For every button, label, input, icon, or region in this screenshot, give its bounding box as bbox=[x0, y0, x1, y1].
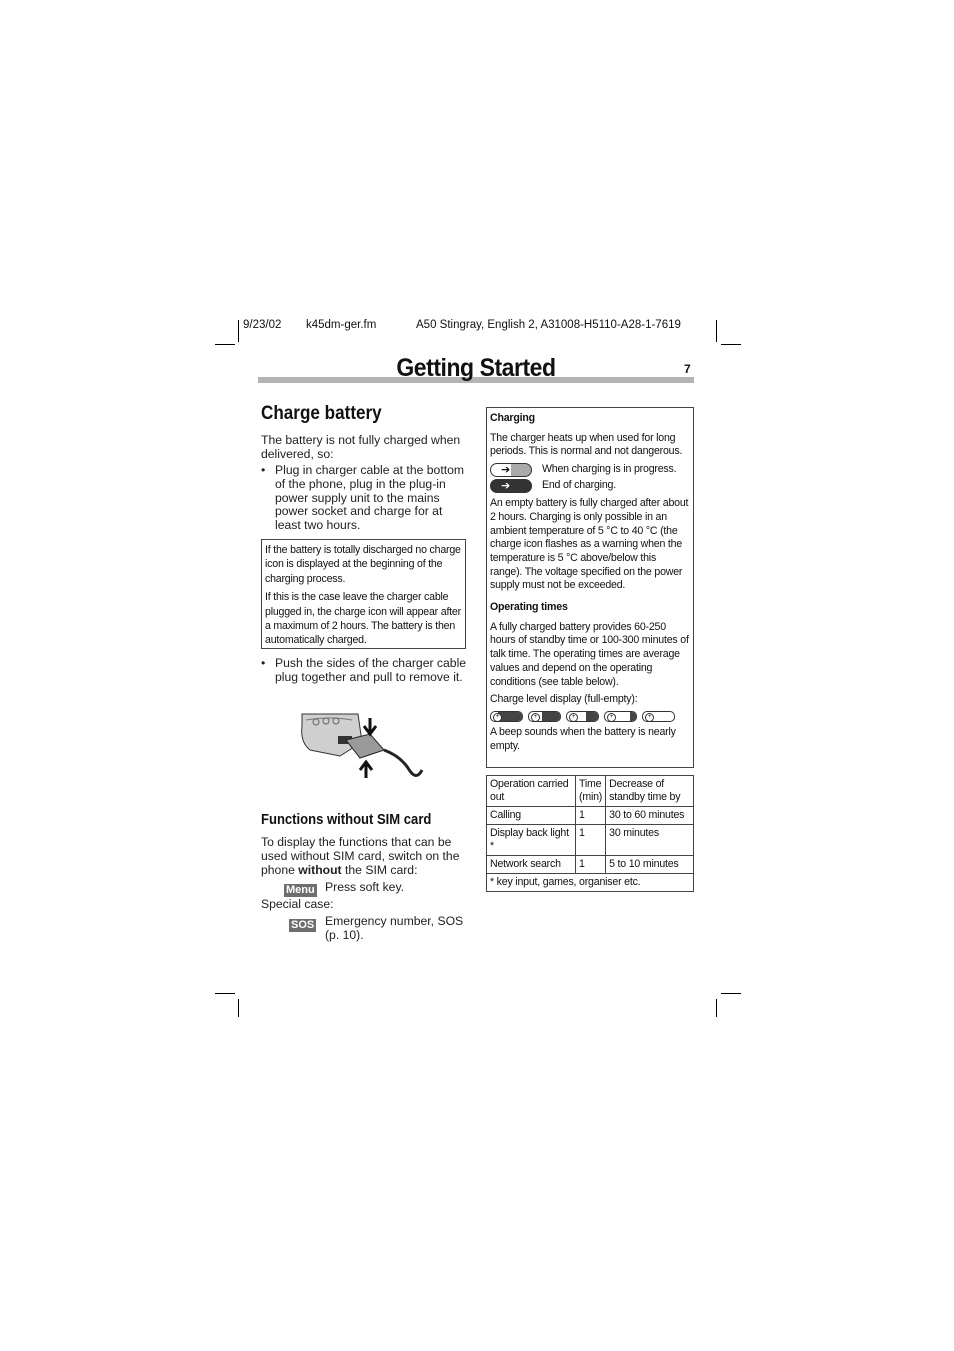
charging-icon-row bbox=[490, 463, 690, 477]
battery-level-icon bbox=[642, 711, 675, 722]
battery-terminal-icon: + bbox=[607, 713, 616, 722]
operating-times-heading: Operating times bbox=[490, 601, 568, 614]
battery-level-fill bbox=[542, 712, 560, 721]
table-footnote: * key input, games, organiser etc. bbox=[487, 874, 694, 892]
table-row bbox=[487, 825, 694, 856]
functions-text-bold: without bbox=[298, 862, 342, 877]
crop-mark bbox=[716, 999, 717, 1017]
charging-paragraph: The charger heats up when used for long periods. This is normal and not dangerous. bbox=[490, 431, 683, 458]
page-title: Getting Started bbox=[396, 354, 556, 382]
table-header-cell: Decrease of standby time by bbox=[606, 776, 694, 807]
battery-terminal-icon: + bbox=[531, 713, 540, 722]
battery-terminal-icon: + bbox=[569, 713, 578, 722]
charger-plug-illustration bbox=[300, 712, 428, 784]
sos-soft-key bbox=[289, 915, 316, 933]
battery-level-icon bbox=[566, 711, 599, 722]
table-header-cell: Operation carried out bbox=[487, 776, 576, 807]
note-box bbox=[261, 539, 466, 649]
table-cell: 30 minutes bbox=[606, 825, 694, 856]
functions-text-part: the SIM card: bbox=[345, 862, 418, 877]
table-row bbox=[487, 856, 694, 874]
header-date: 9/23/02 bbox=[243, 319, 282, 331]
note-paragraph: If the battery is totally discharged no charge icon is displayed at the beginning of the charging process. bbox=[265, 544, 461, 585]
charge-level-display bbox=[490, 711, 690, 722]
charging-icon-label: End of charging. bbox=[542, 479, 616, 492]
charging-complete-icon: ➔ bbox=[490, 479, 532, 493]
crop-mark bbox=[215, 344, 235, 345]
table-cell: 5 to 10 minutes bbox=[606, 856, 694, 874]
charging-icon-label: When charging is in progress. bbox=[542, 463, 677, 476]
battery-level-fill bbox=[630, 712, 636, 721]
battery-terminal-icon: + bbox=[493, 713, 502, 722]
functions-text bbox=[261, 836, 467, 877]
table-row bbox=[487, 807, 694, 825]
special-case-label: Special case: bbox=[261, 897, 334, 911]
bullet-text: Plug in charger cable at the bottom of the phone, plug in the plug-in power supply unit to the mains power socket and charge for at least two hours. bbox=[275, 463, 465, 533]
sos-key-label: SOS bbox=[291, 919, 315, 931]
crop-mark bbox=[716, 320, 717, 342]
table-cell: 1 bbox=[576, 807, 606, 825]
functions-text-part: To display the functions that can be used without SIM card, switch on the phone bbox=[261, 835, 460, 877]
crop-mark bbox=[238, 320, 239, 342]
table-header-cell: Time (min) bbox=[576, 776, 606, 807]
table-footnote-row bbox=[487, 874, 694, 892]
table-header-row bbox=[487, 776, 694, 807]
note-paragraph: If this is the case leave the charger cable plugged in, the charge icon will appear after a maximum of 2 hours. The battery is then automatically charged. bbox=[265, 591, 461, 647]
beep-paragraph: A beep sounds when the battery is nearly empty. bbox=[490, 725, 676, 752]
table-cell: 30 to 60 minutes bbox=[606, 807, 694, 825]
charging-icon-row bbox=[490, 479, 690, 493]
table-cell: Network search bbox=[487, 856, 576, 874]
charging-in-progress-icon: ➔ bbox=[490, 463, 532, 477]
battery-terminal-icon: + bbox=[645, 713, 654, 722]
bullet-dot: • bbox=[261, 656, 266, 670]
menu-soft-key bbox=[284, 880, 317, 898]
crop-mark bbox=[238, 999, 239, 1017]
page-number: 7 bbox=[684, 362, 691, 376]
battery-level-icon bbox=[490, 711, 523, 722]
table-cell: 1 bbox=[576, 856, 606, 874]
charging-info-box bbox=[486, 407, 694, 768]
crop-mark bbox=[721, 344, 741, 345]
section-heading-charge-battery: Charge battery bbox=[261, 403, 382, 424]
battery-level-icon bbox=[528, 711, 561, 722]
operating-times-paragraph: A fully charged battery provides 60-250 hours of standby time or 100-300 minutes of talk time. The operating times are average values and depend on the operating conditions (see table below). bbox=[490, 620, 689, 688]
operating-times-table bbox=[486, 775, 694, 892]
header-file: k45dm-ger.fm bbox=[306, 319, 377, 331]
crop-mark bbox=[721, 993, 741, 994]
crop-mark bbox=[215, 993, 235, 994]
table-cell: Calling bbox=[487, 807, 576, 825]
bullet-text: Push the sides of the charger cable plug together and pull to remove it. bbox=[275, 656, 467, 684]
section-heading-functions-without-sim: Functions without SIM card bbox=[261, 812, 432, 828]
menu-key-description: Press soft key. bbox=[325, 880, 405, 894]
intro-text: The battery is not fully charged when delivered, so: bbox=[261, 433, 461, 461]
header-doc-id: A50 Stingray, English 2, A31008-H5110-A28-1-7619 bbox=[416, 319, 681, 331]
table-cell: Display back light * bbox=[487, 825, 576, 856]
menu-key-label: Menu bbox=[286, 884, 315, 896]
charge-level-label: Charge level display (full-empty): bbox=[490, 693, 638, 706]
table-cell: 1 bbox=[576, 825, 606, 856]
list-item bbox=[261, 463, 467, 533]
charging-heading: Charging bbox=[490, 412, 535, 424]
bullet-dot: • bbox=[261, 463, 266, 477]
sos-key-description: Emergency number, SOS (p. 10). bbox=[325, 914, 464, 942]
battery-level-fill bbox=[586, 712, 598, 721]
battery-level-icon bbox=[604, 711, 637, 722]
list-item bbox=[261, 657, 467, 699]
charging-paragraph: An empty battery is fully charged after about 2 hours. Charging is only possible in an ambient temperature of 5 °C to 40 °C (the charge icon flashes as a warning when the temperature is 5 °C above/below this range). The voltage specified on the power supply must not be exceeded. bbox=[490, 497, 689, 592]
